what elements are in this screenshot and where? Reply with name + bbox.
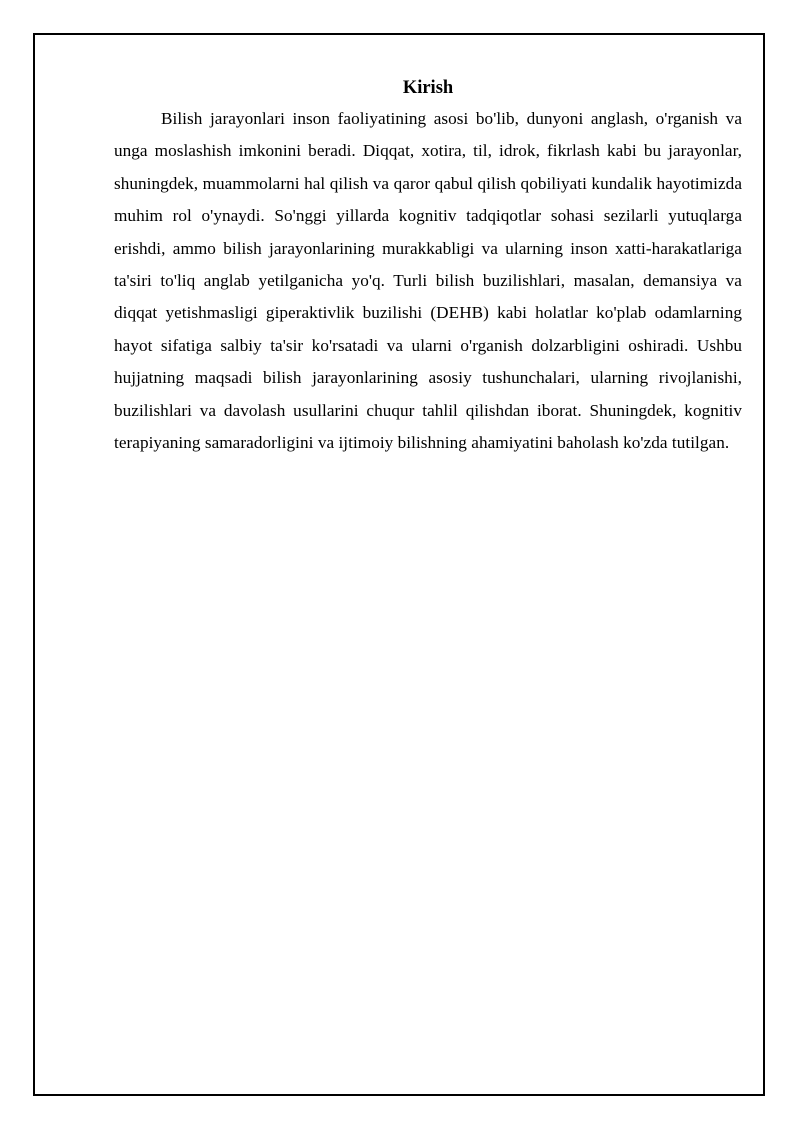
intro-paragraph: Bilish jarayonlari inson faoliyatining asosi bo'lib, dunyoni anglash, o'rganish va unga moslashish imkonini beradi. Diqqat, xotira, til, idrok, fikrlash kabi bu jarayonlar, shuningdek, muammolarni hal qilish va qaror qabul qilish qobiliyati kundalik hayotimizda muhim rol o'ynaydi. So'nggi yillarda kognitiv tadqiqotlar sohasi sezilarli yutuqlarga erishdi, ammo bilish jarayonlarining murakkabligi va ularning inson xatti-harakatlariga ta'siri to'liq anglab yetilganicha yo'q. Turli bilish buzilishlari, masalan, demansiya va diqqat yetishmasligi giperaktivlik buzilishi (DEHB) kabi holatlar ko'plab odamlarning hayot sifatiga salbiy ta'sir ko'rsatadi va ularni o'rganish dolzarbligini oshiradi. Ushbu hujjatning maqsadi bilish jarayonlarining asosiy tushunchalari, ularning rivojlanishi, buzilishlari va davolash usullarini chuqur tahlil qilishdan iborat. Shuningdek, kognitiv terapiyaning samaradorligini va ijtimoiy bilishning ahamiyatini baholash ko'zda tutilgan.	[114, 109, 742, 453]
document-body	[114, 73, 742, 459]
section-title: Kirish	[402, 78, 454, 98]
